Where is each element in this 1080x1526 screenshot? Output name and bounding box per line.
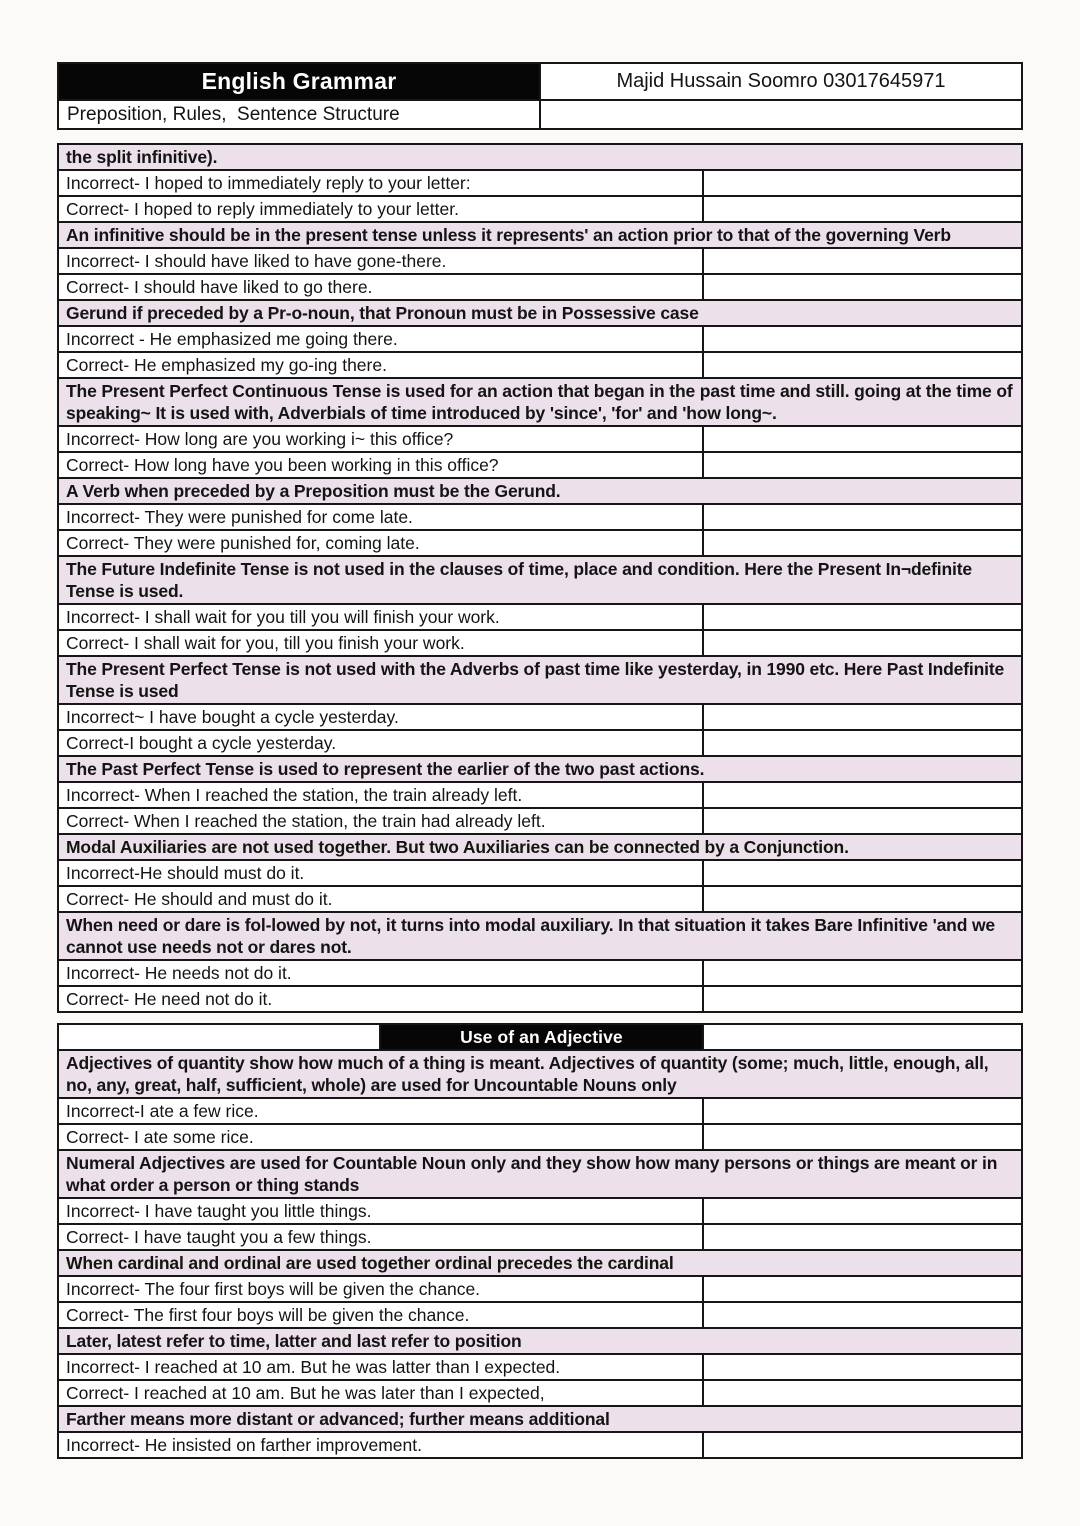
grammar-rule-row: [58, 478, 1022, 504]
incorrect-sentence: Incorrect- He insisted on farther improvement.: [58, 1432, 703, 1458]
blank-note-cell: [703, 426, 1022, 452]
correct-example-row: [58, 196, 1022, 222]
grammar-rule-row: [58, 144, 1022, 170]
grammar-rule-row: [58, 300, 1022, 326]
rule-text: The Past Perfect Tense is used to represent the earlier of the two past actions.: [58, 756, 1022, 782]
grammar-rule-row: [58, 1150, 1022, 1198]
blank-note-cell: [703, 1198, 1022, 1224]
grammar-rule-row: [58, 556, 1022, 604]
rule-text: A Verb when preceded by a Preposition must be the Gerund.: [58, 478, 1022, 504]
correct-example-row: [58, 352, 1022, 378]
blank-note-cell: [703, 1124, 1022, 1150]
incorrect-example-row: [58, 426, 1022, 452]
grammar-rule-row: [58, 1250, 1022, 1276]
grammar-rule-row: [58, 756, 1022, 782]
document-header-table: [57, 62, 1023, 130]
incorrect-sentence: Incorrect- The four first boys will be given the chance.: [58, 1276, 703, 1302]
grammar-rule-row: [58, 378, 1022, 426]
incorrect-sentence: Incorrect- How long are you working i~ this office?: [58, 426, 703, 452]
correct-example-row: [58, 274, 1022, 300]
incorrect-example-row: [58, 782, 1022, 808]
rule-text: Gerund if preceded by a Pr-o-noun, that Pronoun must be in Possessive case: [58, 300, 1022, 326]
incorrect-example-row: [58, 504, 1022, 530]
blank-header-cell: [540, 100, 1022, 129]
grammar-rule-row: [58, 912, 1022, 960]
rule-text: The Future Indefinite Tense is not used in the clauses of time, place and condition. Here the Present In¬definite Tense is used.: [58, 556, 1022, 604]
incorrect-example-row: [58, 326, 1022, 352]
blank-note-cell: [703, 782, 1022, 808]
incorrect-example-row: [58, 960, 1022, 986]
correct-example-row: [58, 730, 1022, 756]
incorrect-sentence: Incorrect - He emphasized me going there.: [58, 326, 703, 352]
incorrect-example-row: [58, 860, 1022, 886]
blank-note-cell: [703, 704, 1022, 730]
blank-note-cell: [703, 170, 1022, 196]
correct-sentence: Correct- He should and must do it.: [58, 886, 703, 912]
blank-note-cell: [703, 986, 1022, 1012]
grammar-rule-row: [58, 834, 1022, 860]
incorrect-sentence: Incorrect- I reached at 10 am. But he was latter than I expected.: [58, 1354, 703, 1380]
rule-text: Numeral Adjectives are used for Countable Noun only and they show how many persons or things are meant or in what order a person or thing stands: [58, 1150, 1022, 1198]
incorrect-sentence: Incorrect- I shall wait for you till you will finish your work.: [58, 604, 703, 630]
correct-example-row: [58, 630, 1022, 656]
correct-example-row: [58, 1380, 1022, 1406]
rule-text: Later, latest refer to time, latter and last refer to position: [58, 1328, 1022, 1354]
grammar-rule-row: [58, 1050, 1022, 1098]
correct-sentence: Correct- I have taught you a few things.: [58, 1224, 703, 1250]
rule-text: When need or dare is fol-lowed by not, it turns into modal auxiliary. In that situation it takes Bare Infinitive 'and we cannot use needs not or dares not.: [58, 912, 1022, 960]
blank-note-cell: [703, 504, 1022, 530]
author-name: Majid Hussain Soomro 03017645971: [540, 63, 1022, 100]
correct-sentence: Correct- He need not do it.: [58, 986, 703, 1012]
blank-note-cell: [703, 352, 1022, 378]
correct-sentence: Correct- I hoped to reply immediately to your letter.: [58, 196, 703, 222]
correct-example-row: [58, 886, 1022, 912]
rule-text: Adjectives of quantity show how much of a thing is meant. Adjectives of quantity (some; much, little, enough, all, no, any, great, half, sufficient, whole) are used for Uncountable Nouns only: [58, 1050, 1022, 1098]
incorrect-sentence: Incorrect- When I reached the station, the train already left.: [58, 782, 703, 808]
blank-note-cell: [703, 1354, 1022, 1380]
blank-note-cell: [703, 326, 1022, 352]
incorrect-sentence: Incorrect-I ate a few rice.: [58, 1098, 703, 1124]
incorrect-sentence: Incorrect- I should have liked to have gone-there.: [58, 248, 703, 274]
blank-note-cell: [703, 274, 1022, 300]
grammar-rule-row: [58, 656, 1022, 704]
rule-text: An infinitive should be in the present tense unless it represents' an action prior to that of the governing Verb: [58, 222, 1022, 248]
blank-note-cell: [703, 452, 1022, 478]
correct-sentence: Correct- The first four boys will be given the chance.: [58, 1302, 703, 1328]
document-subtitle: Preposition, Rules, Sentence Structure: [58, 100, 540, 129]
rule-text: The Present Perfect Continuous Tense is used for an action that began in the past time and still. going at the time of speaking~ It is used with, Adverbials of time introduced by 'since', 'for' and 'how long~.: [58, 378, 1022, 426]
blank-note-cell: [703, 1098, 1022, 1124]
incorrect-example-row: [58, 1354, 1022, 1380]
correct-sentence: Correct- I ate some rice.: [58, 1124, 703, 1150]
blank-note-cell: [703, 604, 1022, 630]
blank-cell: [58, 1024, 380, 1050]
blank-note-cell: [703, 1224, 1022, 1250]
blank-note-cell: [703, 960, 1022, 986]
blank-note-cell: [703, 860, 1022, 886]
incorrect-example-row: [58, 248, 1022, 274]
blank-note-cell: [703, 1380, 1022, 1406]
correct-sentence: Correct- When I reached the station, the train had already left.: [58, 808, 703, 834]
grammar-rule-row: [58, 1328, 1022, 1354]
blank-note-cell: [703, 530, 1022, 556]
incorrect-sentence: Incorrect-He should must do it.: [58, 860, 703, 886]
blank-note-cell: [703, 248, 1022, 274]
blank-note-cell: [703, 1432, 1022, 1458]
incorrect-example-row: [58, 1198, 1022, 1224]
correct-sentence: Correct- I shall wait for you, till you finish your work.: [58, 630, 703, 656]
blank-note-cell: [703, 630, 1022, 656]
correct-example-row: [58, 986, 1022, 1012]
page-title: English Grammar: [58, 63, 540, 100]
correct-example-row: [58, 1302, 1022, 1328]
correct-example-row: [58, 530, 1022, 556]
correct-sentence: Correct- He emphasized my go-ing there.: [58, 352, 703, 378]
section-header-row: [58, 1024, 1022, 1050]
blank-note-cell: [703, 808, 1022, 834]
blank-note-cell: [703, 1276, 1022, 1302]
blank-note-cell: [703, 1302, 1022, 1328]
header-row-2: [58, 100, 1022, 129]
rule-text: When cardinal and ordinal are used together ordinal precedes the cardinal: [58, 1250, 1022, 1276]
correct-sentence: Correct-I bought a cycle yesterday.: [58, 730, 703, 756]
correct-sentence: Correct- They were punished for, coming late.: [58, 530, 703, 556]
rule-text: The Present Perfect Tense is not used with the Adverbs of past time like yesterday, in 1990 etc. Here Past Indefinite Tense is used: [58, 656, 1022, 704]
correct-example-row: [58, 1224, 1022, 1250]
adjective-rules-table: [57, 1023, 1023, 1459]
correct-sentence: Correct- I should have liked to go there.: [58, 274, 703, 300]
header-row-1: [58, 63, 1022, 100]
incorrect-example-row: [58, 1276, 1022, 1302]
incorrect-example-row: [58, 604, 1022, 630]
grammar-rules-table: [57, 143, 1023, 1013]
blank-note-cell: [703, 196, 1022, 222]
incorrect-sentence: Incorrect- He needs not do it.: [58, 960, 703, 986]
grammar-rule-row: [58, 1406, 1022, 1432]
incorrect-example-row: [58, 170, 1022, 196]
correct-example-row: [58, 808, 1022, 834]
rule-text: Modal Auxiliaries are not used together. But two Auxiliaries can be connected by a Conjunction.: [58, 834, 1022, 860]
incorrect-sentence: Incorrect- They were punished for come late.: [58, 504, 703, 530]
correct-example-row: [58, 1124, 1022, 1150]
incorrect-sentence: Incorrect- I hoped to immediately reply to your letter:: [58, 170, 703, 196]
rule-text: the split infinitive).: [58, 144, 1022, 170]
incorrect-example-row: [58, 1098, 1022, 1124]
incorrect-sentence: Incorrect- I have taught you little things.: [58, 1198, 703, 1224]
correct-sentence: Correct- I reached at 10 am. But he was later than I expected,: [58, 1380, 703, 1406]
section-title: Use of an Adjective: [380, 1024, 703, 1050]
incorrect-sentence: Incorrect~ I have bought a cycle yesterday.: [58, 704, 703, 730]
blank-note-cell: [703, 886, 1022, 912]
grammar-rule-row: [58, 222, 1022, 248]
incorrect-example-row: [58, 704, 1022, 730]
correct-example-row: [58, 452, 1022, 478]
blank-cell: [703, 1024, 1022, 1050]
rule-text: Farther means more distant or advanced; further means additional: [58, 1406, 1022, 1432]
correct-sentence: Correct- How long have you been working in this office?: [58, 452, 703, 478]
incorrect-example-row: [58, 1432, 1022, 1458]
blank-note-cell: [703, 730, 1022, 756]
